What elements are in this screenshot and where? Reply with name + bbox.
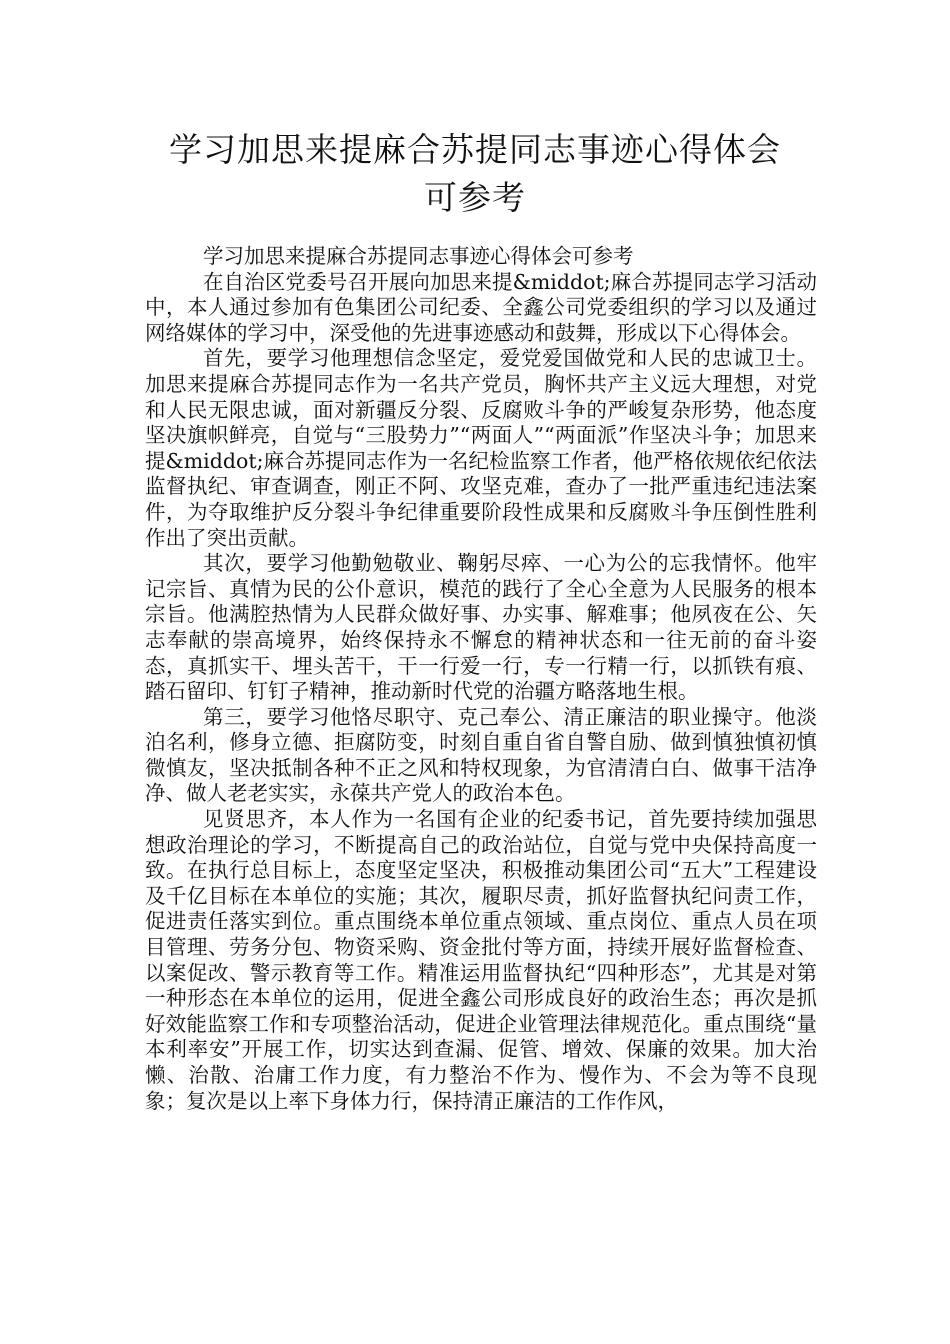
third-point-paragraph: 第三，要学习他恪尽职守、克己奉公、清正廉洁的职业操守。他淡泊名利，修身立德、拒腐防变，时刻自重自省自警自励、做到慎独慎初慎微慎友，坚决抵制各种不正之风和特权现象，为官清清白白、做事干洁净净、做人老老实实，永葆共产党人的政治本色。 — [145, 704, 817, 806]
conclusion-paragraph: 见贤思齐，本人作为一名国有企业的纪委书记，首先要持续加强思想政治理论的学习，不断提高自己的政治站位，自觉与党中央保持高度一致。在执行总目标上，态度坚定坚决，积极推动集团公司“五大”工程建设及千亿目标在本单位的实施；其次，履职尽责，抓好监督执纪问责工作，促进责任落实到位。重点围绕本单位重点领域、重点岗位、重点人员在项目管理、劳务分包、物资采购、资金批付等方面，持续开展好监督检查、以案促改、警示教育等工作。精准运用监督执纪“四种形态”，尤其是对第一种形态在本单位的运用，促进全鑫公司形成良好的政治生态；再次是抓好效能监察工作和专项整治活动，促进企业管理法律规范化。重点围绕“量本利率安”开展工作，切实达到查漏、促管、增效、保廉的效果。加大治懒、治散、治庸工作力度，有力整治不作为、慢作为、不会为等不良现象；复次是以上率下身体力行，保持清正廉洁的工作作风， — [145, 807, 817, 1113]
second-point-paragraph: 其次，要学习他勤勉敬业、鞠躬尽瘁、一心为公的忘我情怀。他牢记宗旨、真情为民的公仆意识，模范的践行了全心全意为人民服务的根本宗旨。他满腔热情为人民群众做好事、办实事、解难事；他夙夜在公、矢志奉献的崇高境界，始终保持永不懈怠的精神状态和一往无前的奋斗姿态，真抓实干、埋头苦干，干一行爱一行，专一行精一行，以抓铁有痕、踏石留印、钉钉子精神，推动新时代党的治疆方略落地生根。 — [145, 551, 817, 704]
subtitle-paragraph: 学习加思来提麻合苏提同志事迹心得体会可参考 — [203, 244, 634, 268]
title-line-1: 学习加思来提麻合苏提同志事迹心得体会 — [169, 130, 781, 169]
document-title — [100, 126, 850, 222]
document-body — [145, 244, 817, 1114]
first-point-paragraph: 首先，要学习他理想信念坚定，爱党爱国做党和人民的忠诚卫士。加思来提麻合苏提同志作为一名共产党员，胸怀共产主义远大理想，对党和人民无限忠诚，面对新疆反分裂、反腐败斗争的严峻复杂形势，他态度坚决旗帜鲜亮，自觉与“三股势力”“两面人”“两面派”作坚决斗争；加思来提&middot;麻合苏提同志作为一名纪检监察工作者，他严格依规依纪依法监督执纪、审查调查，刚正不阿、攻坚克难，查办了一批严重违纪违法案件，为夺取维护反分裂斗争纪律重要阶段性成果和反腐败斗争压倒性胜利作出了突出贡献。 — [145, 346, 817, 550]
intro-paragraph: 在自治区党委号召开展向加思来提&middot;麻合苏提同志学习活动中，本人通过参加有色集团公司纪委、全鑫公司党委组织的学习以及通过网络媒体的学习中，深受他的先进事迹感动和鼓舞，形成以下心得体会。 — [145, 269, 817, 345]
title-line-2: 可参考 — [424, 178, 526, 217]
